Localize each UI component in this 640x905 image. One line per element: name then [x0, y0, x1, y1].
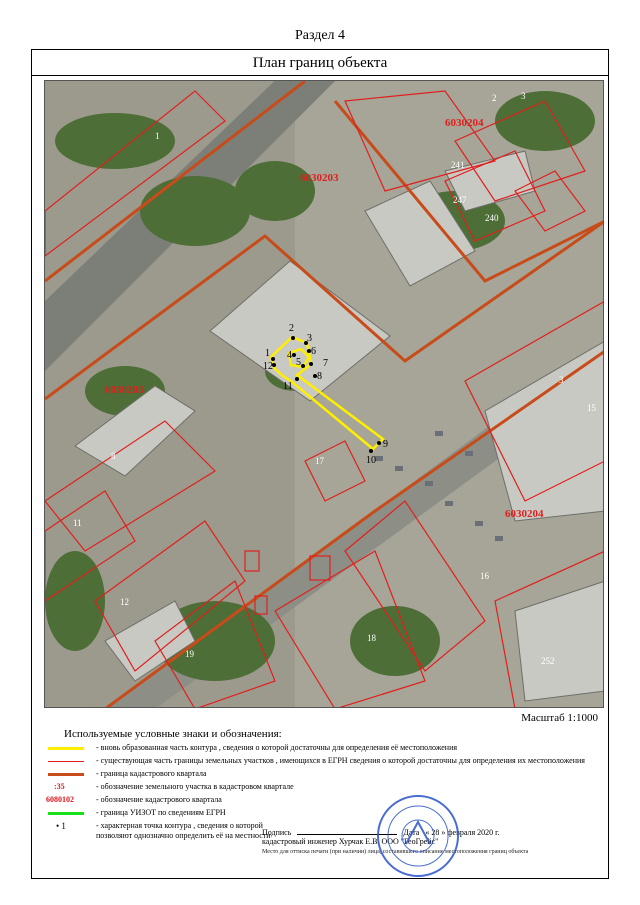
signature-label: Подпись [262, 828, 292, 837]
legend-row [46, 821, 276, 841]
legend-row [46, 808, 606, 820]
parcel-label: 11 [73, 518, 82, 528]
legend-text: - граница кадастрового квартала [96, 769, 207, 778]
parcel-label: 3 [559, 375, 564, 385]
legend-text: - вновь образованная часть контура , сведения о которой достаточны для определения её местоположения [96, 743, 458, 752]
point-label: 1 [265, 348, 270, 359]
parcel-label: 241 [451, 160, 465, 170]
parcel-label: 252 [541, 656, 555, 666]
parcel-label: 15 [587, 403, 596, 413]
brown-line-swatch [48, 773, 84, 776]
point-label: 8 [317, 371, 322, 382]
plan-title: План границ объекта [31, 50, 609, 76]
point-label: 11 [283, 381, 293, 392]
legend-row [46, 743, 606, 755]
quarter-label: 6030204 [505, 508, 544, 520]
green-line-swatch [48, 812, 84, 815]
legend-row [46, 782, 606, 794]
parcel-number-symbol: :35 [54, 782, 65, 791]
legend-row [46, 795, 606, 807]
point-label: 7 [323, 358, 328, 369]
legend-title: Используемые условные знаки и обозначения: [64, 728, 282, 740]
stamp-seal [376, 794, 460, 878]
legend [46, 728, 606, 842]
parcel-label: 17 [315, 456, 324, 466]
aerial-map [44, 80, 604, 708]
yellow-line-swatch [48, 747, 84, 750]
point-label: 4 [287, 350, 292, 361]
date-label: Дата [403, 828, 420, 837]
legend-text: - характерная точка контура , сведения о которой позволяют однозначно определить её на местности [96, 821, 271, 840]
parcel-label: 8 [111, 451, 116, 461]
point-label: 10 [366, 455, 376, 466]
quarter-number-symbol: 6080102 [46, 795, 74, 804]
point-label: 6 [311, 346, 316, 357]
quarter-label: 6030203 [105, 384, 144, 396]
map-scale: Масштаб 1:1000 [521, 712, 598, 724]
parcel-label: 12 [120, 597, 129, 607]
quarter-label: 6030204 [445, 117, 484, 129]
parcel-label: 2 [492, 93, 497, 103]
parcel-label: 16 [480, 571, 489, 581]
point-symbol: • 1 [56, 821, 66, 831]
point-label: 9 [383, 439, 388, 450]
parcel-label: 247 [453, 195, 467, 205]
section-title: Раздел 4 [294, 28, 346, 43]
legend-text: - обозначение земельного участка в кадастровом квартале [96, 782, 294, 791]
point-label: 2 [289, 323, 294, 334]
legend-text: - существующая часть границы земельных участков , имеющихся в ЕГРН сведения о которой достаточны для определения их местоположения [96, 756, 585, 765]
legend-row [46, 756, 606, 768]
point-label: 12 [263, 361, 273, 372]
legend-row [46, 769, 606, 781]
red-line-swatch [48, 761, 84, 762]
point-label: 3 [307, 333, 312, 344]
legend-text: - обозначение кадастрового квартала [96, 795, 222, 804]
parcel-label: 19 [185, 649, 194, 659]
parcel-label: 1 [155, 131, 160, 141]
parcel-label: 240 [485, 213, 499, 223]
quarter-label: 6030203 [300, 172, 339, 184]
date-value: « 28 » февраля 2020 г. [425, 828, 500, 837]
point-label: 5 [296, 357, 301, 368]
parcel-label: 18 [367, 633, 376, 643]
stamp-caption: Место для оттиска печати (при наличии) лица, составившего описание местоположения границ объекта [262, 849, 529, 855]
parcel-label: 3 [521, 91, 526, 101]
legend-text: - граница УИЗОТ по сведениям ЕГРН [96, 808, 226, 817]
engineer-name: кадастровый инженер Хурчак Е.В. ООО "ГеоГрейс" [262, 837, 439, 846]
